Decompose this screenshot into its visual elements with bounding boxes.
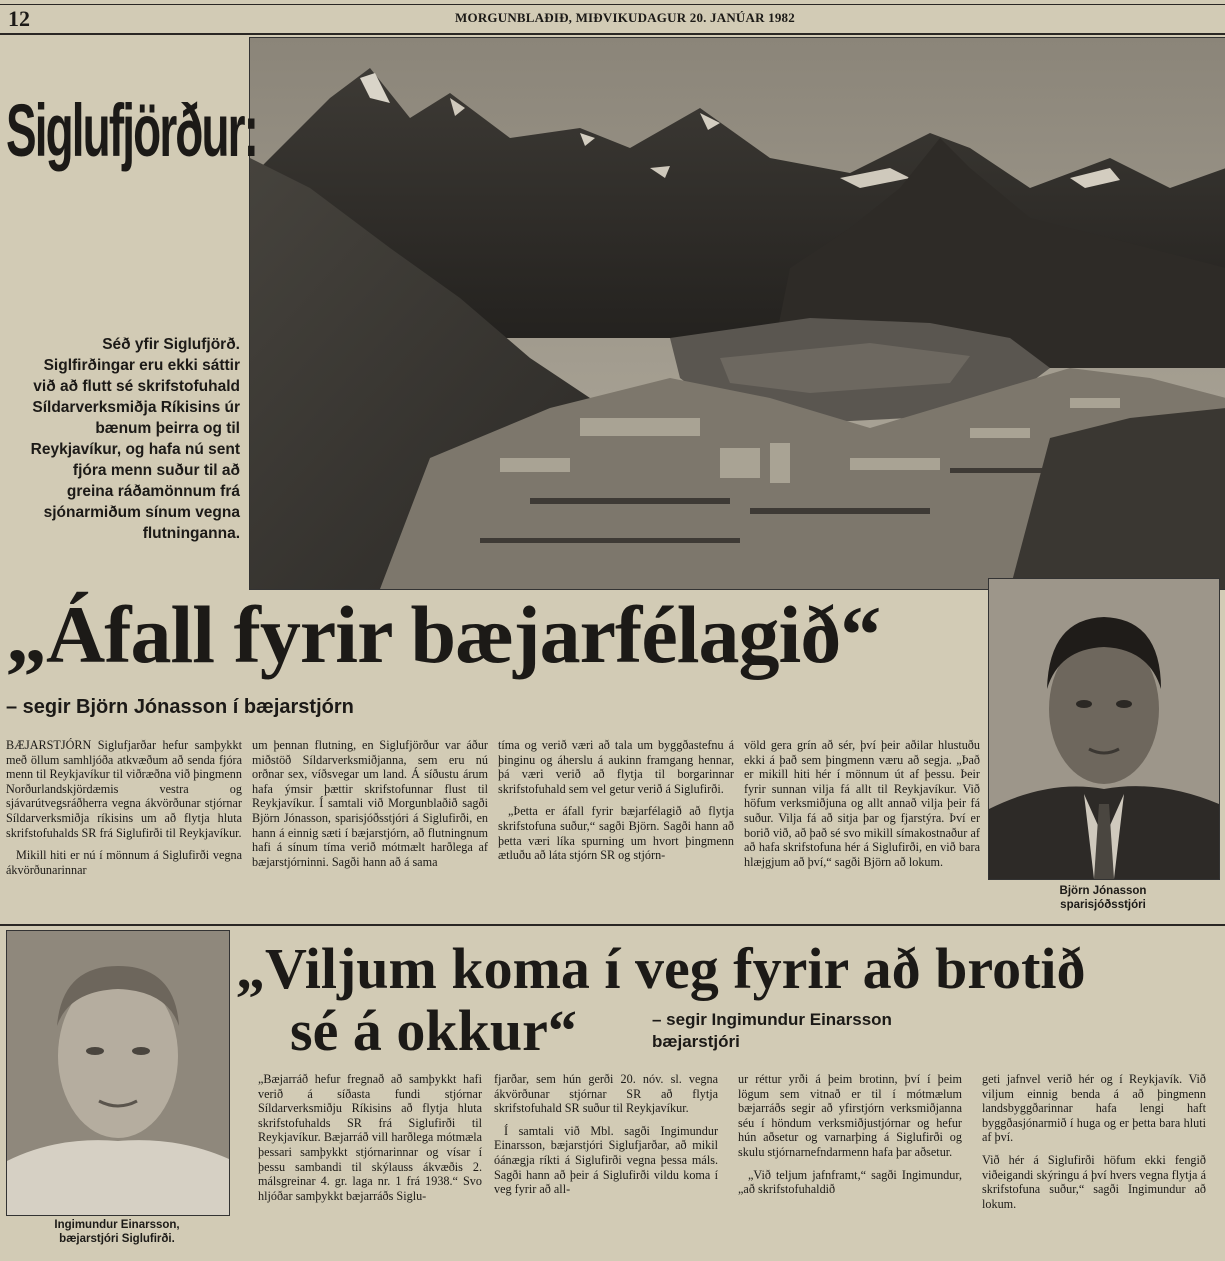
paragraph: „Bæjarráð hefur fregnað að samþykkt hafi verið á síðasta fundi stjórnar Síldarverksmiðju Ríkisins að flytja hluta skrifstofuhalds SR frá Siglufirði til Reykjavíkur. Bæjarráð vill harðlega mótmæla þessari samþykkt stjórnarinnar og vísar í þessu sambandi til skýlauss ákvæðis 2. málsgreinar 4. gr. laga nr. 1 frá 1938.“ Svo hljóðar samþykkt bæjarráðs Siglu-: [258, 1072, 482, 1203]
article2-headline-line1: „Viljum koma í veg fyrir að brotið: [236, 936, 1086, 1001]
article1-column-2: [252, 738, 488, 920]
ingimundur-photo-caption: [6, 1218, 228, 1246]
bjorn-photo-caption: [988, 884, 1218, 912]
paragraph: geti jafnvel verið hér og í Reykjavík. Við viljum einnig benda á að þingmenn landsbyggðarinnar hafa lengi haft byggðasjónarmið í huga og er þetta bara hluti af því.: [982, 1072, 1206, 1145]
bjorn-jonasson-photo: [988, 578, 1220, 880]
article2-column-3: [738, 1072, 962, 1258]
caption-name: Ingimundur Einarsson,: [54, 1219, 180, 1231]
paragraph: um þennan flutning, en Siglufjörður var áður miðstöð Síldarverksmiðjanna, sem eru nú orðnar sex, víðsvegar um land. Á síðustu árum hafa ýmsir þættir skrifstofunnar flust til Reykjavíkur. Í samtali við Morgunblaðið sagði Björn Jónasson, sparisjóðsstjóri á Siglufirði, en hann á einnig sæti í bæjarstjórn, að flutningnum hafi á sínum tíma verið mótmælt harðlega af bæjarstjórninni. Sagði hann að á sama: [252, 738, 488, 869]
paragraph: ur réttur yrði á þeim brotinn, því í þeim lögum sem vitnað er til í mótmælum bæjarráðs segir að yfirstjórn verksmiðjanna séu í höndum verksmiðjustjórnar og hefur hún aðsetur og varnarþing á Siglufirði og skulu stjórnarnefndarmenn hafa þar aðsetur.: [738, 1072, 962, 1159]
paragraph: tíma og verið væri að tala um byggðastefnu á þinginu og áherslu á aukinn framgang hennar, þá væri verið að flytja til borgarinnar skrifstofuhald sem vel getur verið á Siglufirði.: [498, 738, 734, 796]
paragraph: Mikill hiti er nú í mönnum á Siglufirði vegna ákvörðunarinnar: [6, 848, 242, 877]
paragraph: Við hér á Siglufirði höfum ekki fengið viðeigandi skýringu á því hvers vegna flytja á skrifstofuna suður,“ sagði Ingimundur að lokum.: [982, 1152, 1206, 1211]
article1-column-3: [498, 738, 734, 920]
paragraph: fjarðar, sem hún gerði 20. nóv. sl. vegna ákvörðunar stjórnar SR að flytja skrifstofuhald SR suður til Reykjavíkur.: [494, 1072, 718, 1116]
article2-subhead-line2: bæjarstjóri: [652, 1032, 740, 1051]
header-rule: [0, 33, 1225, 35]
section-title: Siglufjörður:: [6, 89, 258, 172]
ingimundur-einarsson-photo: [6, 930, 230, 1216]
paragraph: „Við teljum jafnframt,“ sagði Ingimundur, „að skrifstofuhaldið: [738, 1167, 962, 1197]
caption-name: Björn Jónasson: [1059, 885, 1147, 897]
siglufjordur-photo: [249, 37, 1225, 590]
header-rule-top: [0, 4, 1225, 5]
paragraph: BÆJARSTJÓRN Siglufjarðar hefur samþykkt með öllum samhljóða atkvæðum að senda fjóra menn til Reykjavíkur til viðræðna við þingmenn Norðurlandskjördæmis vestra og sjávarútvegsráðherra vegna ákvörðunar stjórnar Síldarverksmiðja ríkisins um að flytja hluta skrifstofuhalds SR frá Siglufirði til Reykjavíkur.: [6, 738, 242, 840]
page-number: 12: [8, 6, 30, 31]
article2-column-2: [494, 1072, 718, 1258]
article-divider: [0, 924, 1225, 926]
paragraph: „Þetta er áfall fyrir bæjarfélagið að flytja skrifstofuna suður,“ sagði Björn. Sagði hann að þetta væri líka spurning um hvort þingmenn ætluðu að láta stjórn SR og stjórn-: [498, 804, 734, 863]
article2-column-4: [982, 1072, 1206, 1258]
paragraph: Í samtali við Mbl. sagði Ingimundur Einarsson, bæjarstjóri Siglufjarðar, að mikil óánægja ríkti á Siglufirði vegna þessa máls. Sagði hann að þeir á Siglufirði vildu koma í veg fyrir að all-: [494, 1123, 718, 1197]
article2-headline-line2: sé á okkur“: [290, 998, 577, 1063]
caption-title: bæjarstjóri Siglufirði.: [59, 1233, 175, 1245]
masthead: MORGUNBLAÐIÐ, MIÐVIKUDAGUR 20. JANÚAR 1982: [455, 10, 795, 25]
article1-subhead: – segir Björn Jónasson í bæjarstjórn: [6, 696, 354, 718]
caption-title: sparisjóðsstjóri: [1060, 899, 1146, 911]
article1-column-4: [744, 738, 980, 920]
lead-photo-caption: Séð yfir Siglufjörð. Siglfirðingar eru ekki sáttir við að flutt sé skrifstofuhald Síldarverksmiðja Ríkisins úr bænum þeirra og til Reykjavíkur, og hafa nú sent fjóra menn suður til að greina ráðamönnum frá sjónarmiðum sínum vegna flutninganna.: [30, 336, 240, 542]
article2-subhead-line1: – segir Ingimundur Einarsson: [652, 1010, 892, 1029]
paragraph: völd gera grín að sér, því þeir aðilar hlustuðu ekki á það sem þingmenn væru að segja. „Það er mikill hiti hér í mönnum út af þessu. Þeir fyrir sunnan vilja fá allt til Reykjavíkur. Við höfum verksmiðjuna og allt annað vilja þeir fá suður. Vilja fá að sitja þar og fjarstýra. Því er borið við, að það sé svo mikill símakostnaður af að hafa skrifstofuna hér á Siglufirði, en við bara hlæjgjum að því,“ sagði Björn að lokum.: [744, 738, 980, 869]
article1-column-1: [6, 738, 242, 920]
article2-column-1: [258, 1072, 482, 1258]
article1-headline: „Áfall fyrir bæjarfélagið“: [6, 589, 881, 680]
